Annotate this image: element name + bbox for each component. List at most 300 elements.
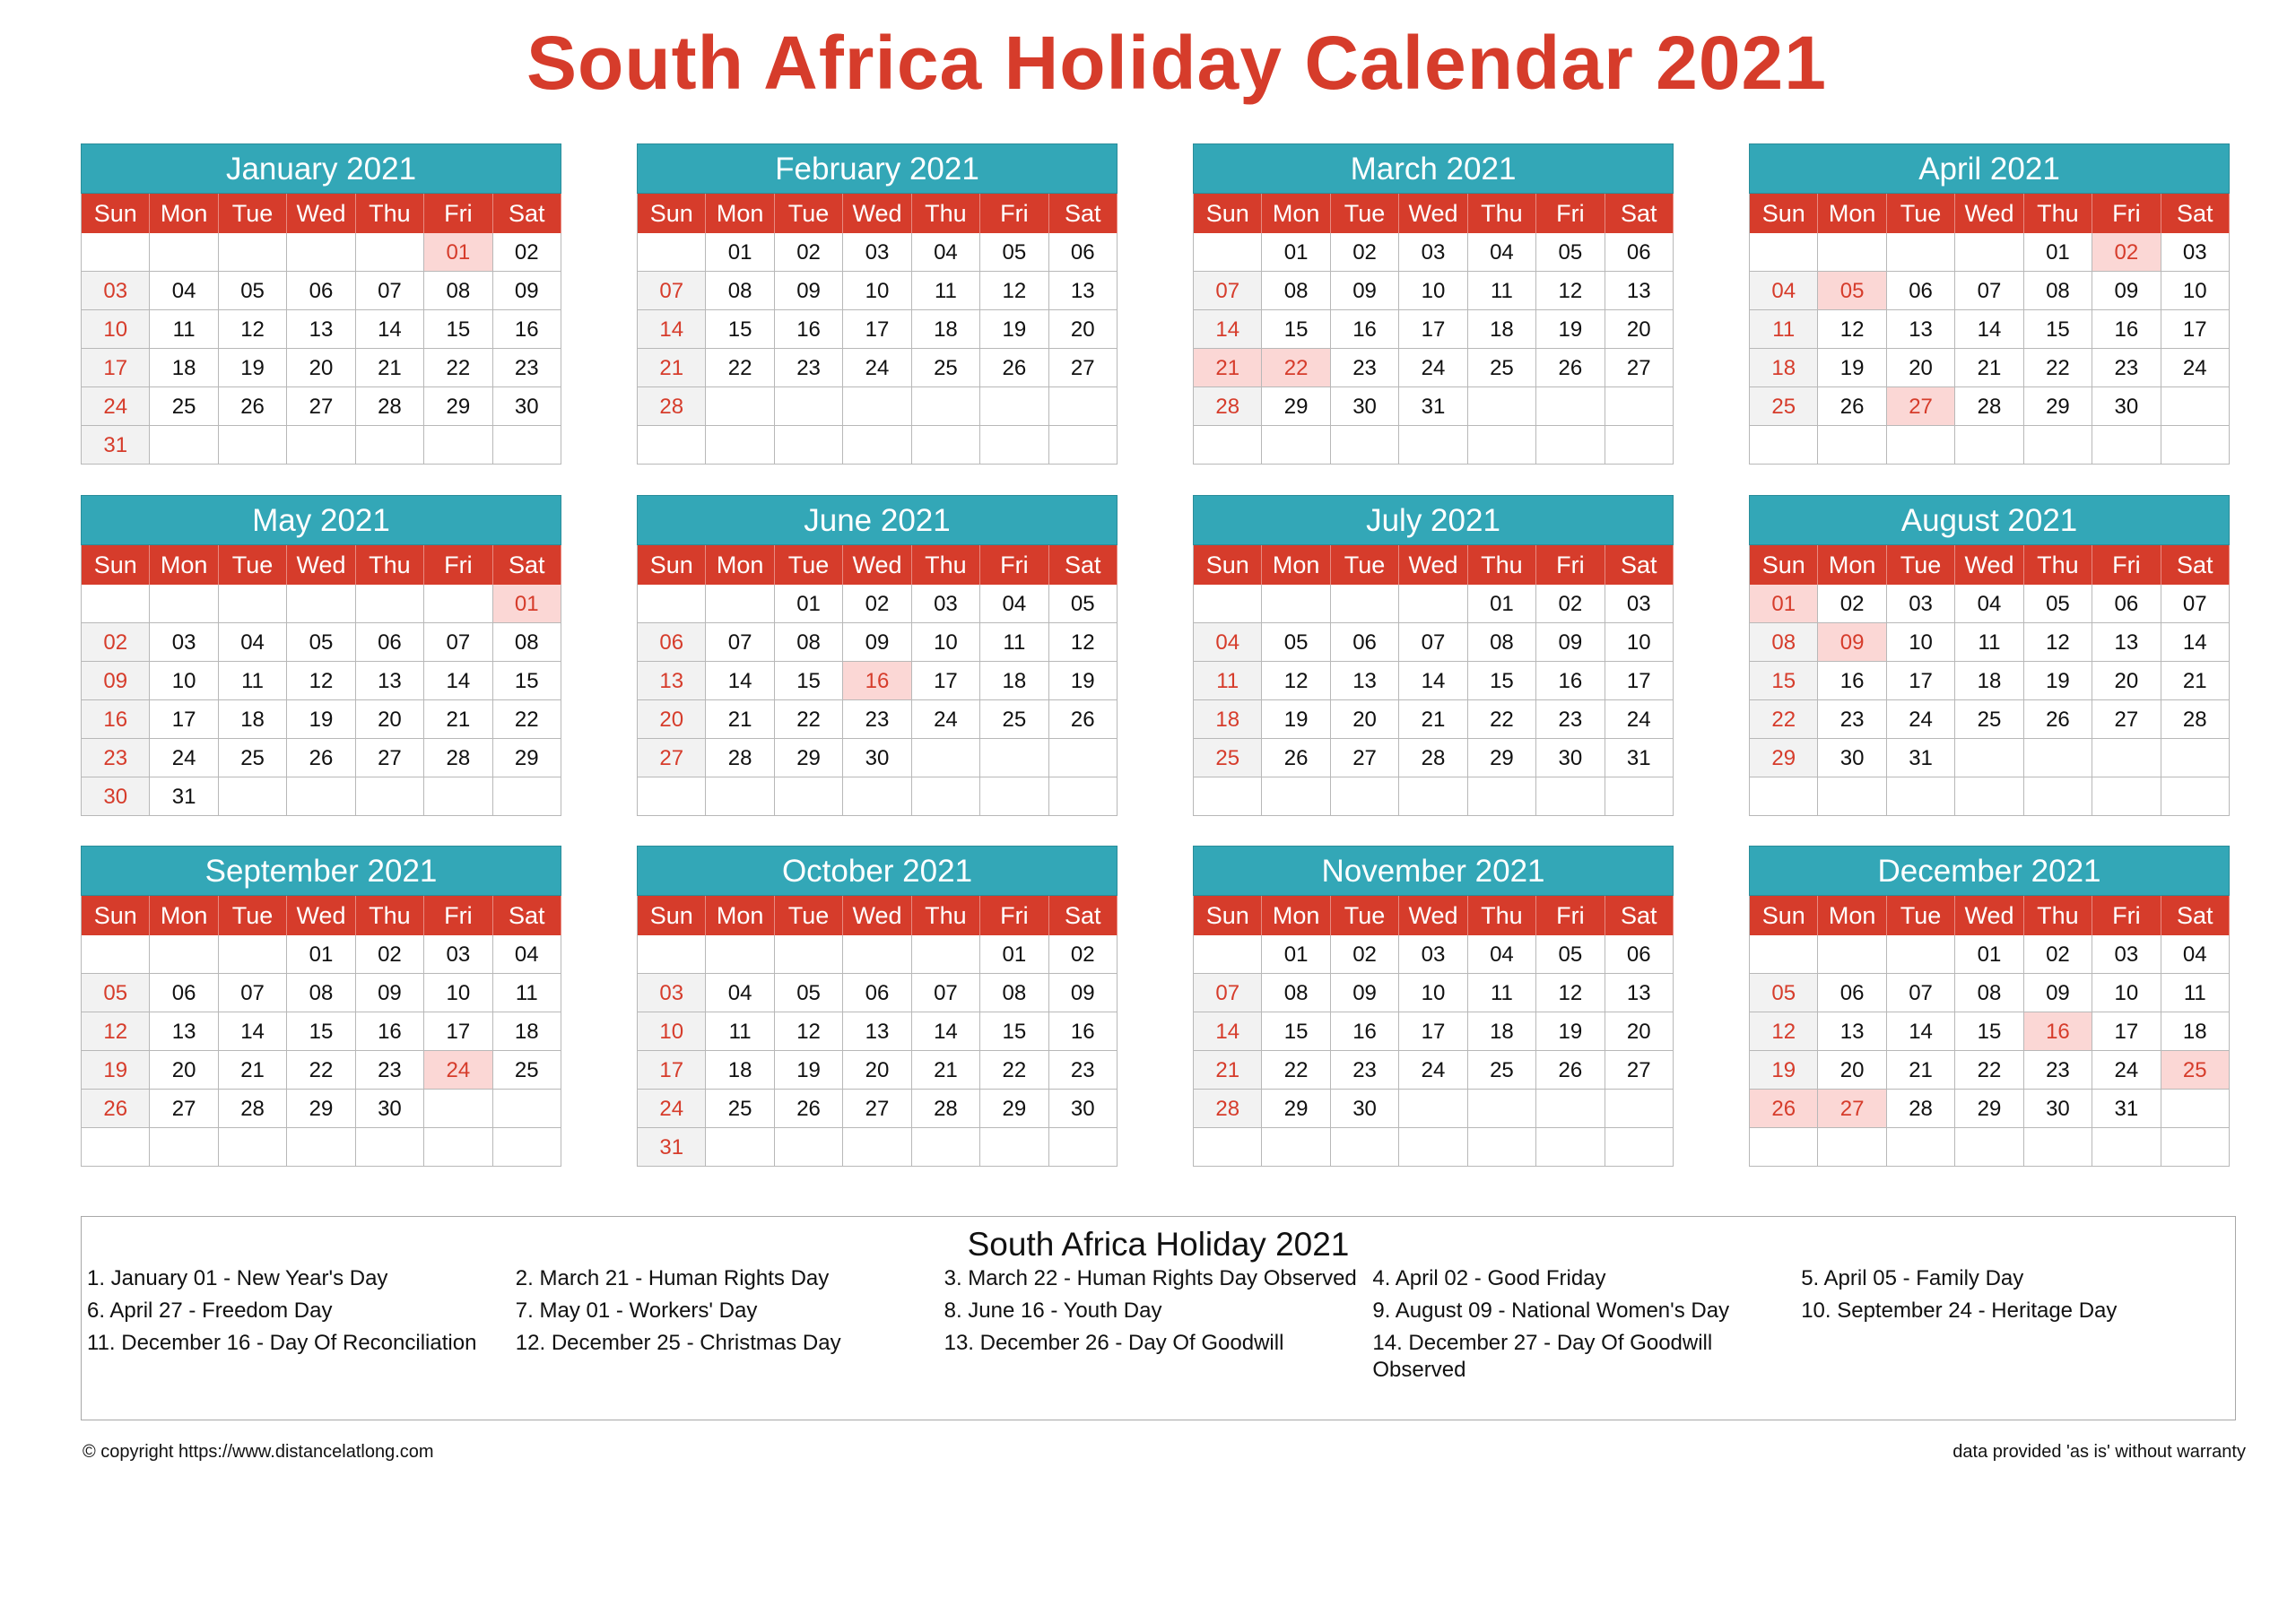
legend-item: 5. April 05 - Family Day — [1801, 1266, 2024, 1290]
empty-day-cell — [287, 585, 355, 623]
empty-day-cell — [2161, 739, 2230, 777]
day-cell: 19 — [1750, 1051, 1818, 1090]
weekday-header: Thu — [2024, 194, 2092, 233]
weekday-header: Wed — [1955, 896, 2023, 935]
day-cell: 14 — [706, 662, 774, 700]
weekday-header: Mon — [1262, 896, 1330, 935]
day-cell: 10 — [912, 623, 980, 662]
weekday-header: Thu — [912, 896, 980, 935]
day-cell: 22 — [980, 1051, 1048, 1090]
empty-day-cell — [912, 739, 980, 777]
day-cell: 18 — [493, 1012, 561, 1051]
empty-day-cell — [150, 426, 218, 465]
day-cell: 25 — [1194, 739, 1262, 777]
empty-day-cell — [1536, 777, 1605, 816]
empty-day-cell — [1049, 777, 1118, 816]
day-cell: 19 — [775, 1051, 843, 1090]
day-cell: 10 — [82, 310, 150, 349]
day-cell: 04 — [980, 585, 1048, 623]
day-cell: 18 — [912, 310, 980, 349]
holiday-day-cell: 16 — [843, 662, 911, 700]
month-calendar — [1749, 495, 2230, 816]
day-cell: 18 — [1750, 349, 1818, 387]
day-cell: 27 — [1049, 349, 1118, 387]
holiday-day-cell: 22 — [1262, 349, 1330, 387]
day-cell: 15 — [1262, 1012, 1330, 1051]
day-cell: 29 — [1262, 1090, 1330, 1128]
weekday-header: Thu — [356, 194, 424, 233]
empty-day-cell — [493, 426, 561, 465]
day-cell: 08 — [2024, 272, 2092, 310]
day-cell: 18 — [1955, 662, 2023, 700]
month-title: August 2021 — [1749, 495, 2230, 545]
day-cell: 29 — [2024, 387, 2092, 426]
holiday-day-cell: 26 — [1750, 1090, 1818, 1128]
day-cell: 04 — [1468, 233, 1536, 272]
day-cell: 07 — [219, 974, 287, 1012]
day-cell: 17 — [1399, 310, 1467, 349]
day-cell: 08 — [493, 623, 561, 662]
day-cell: 14 — [1399, 662, 1467, 700]
day-cell: 10 — [1399, 974, 1467, 1012]
holiday-legend — [81, 1216, 2236, 1420]
weekday-header: Fri — [2092, 545, 2161, 585]
day-cell: 29 — [424, 387, 492, 426]
empty-day-cell — [150, 233, 218, 272]
day-cell: 26 — [82, 1090, 150, 1128]
day-cell: 22 — [1468, 700, 1536, 739]
day-cell: 28 — [356, 387, 424, 426]
day-cell: 28 — [706, 739, 774, 777]
legend-item: 8. June 16 - Youth Day — [944, 1298, 1162, 1323]
day-cell: 31 — [1399, 387, 1467, 426]
empty-day-cell — [1049, 739, 1118, 777]
empty-day-cell — [1605, 1128, 1674, 1167]
day-cell: 16 — [82, 700, 150, 739]
day-cell: 21 — [424, 700, 492, 739]
day-cell: 07 — [1955, 272, 2023, 310]
day-cell: 20 — [1605, 1012, 1674, 1051]
day-cell: 31 — [150, 777, 218, 816]
empty-day-cell — [638, 585, 706, 623]
month-grid — [637, 545, 1118, 816]
weekday-header: Fri — [2092, 896, 2161, 935]
day-cell: 19 — [1536, 310, 1605, 349]
day-cell: 22 — [1750, 700, 1818, 739]
day-cell: 02 — [775, 233, 843, 272]
weekday-header: Sat — [493, 545, 561, 585]
day-cell: 02 — [493, 233, 561, 272]
day-cell: 07 — [424, 623, 492, 662]
weekday-header: Thu — [912, 194, 980, 233]
empty-day-cell — [1818, 1128, 1886, 1167]
day-cell: 10 — [2161, 272, 2230, 310]
weekday-header: Fri — [1536, 194, 1605, 233]
day-cell: 28 — [1955, 387, 2023, 426]
weekday-header: Sun — [638, 896, 706, 935]
day-cell: 05 — [219, 272, 287, 310]
month-grid — [81, 194, 561, 465]
weekday-header: Wed — [1399, 545, 1467, 585]
day-cell: 25 — [1955, 700, 2023, 739]
day-cell: 30 — [356, 1090, 424, 1128]
month-calendar — [1749, 846, 2230, 1167]
day-cell: 26 — [1818, 387, 1886, 426]
day-cell: 24 — [1887, 700, 1955, 739]
empty-day-cell — [2092, 426, 2161, 465]
empty-day-cell — [356, 426, 424, 465]
empty-day-cell — [1049, 426, 1118, 465]
weekday-header: Tue — [219, 896, 287, 935]
day-cell: 28 — [1194, 1090, 1262, 1128]
weekday-header: Sat — [493, 194, 561, 233]
day-cell: 09 — [1331, 272, 1399, 310]
day-cell: 14 — [2161, 623, 2230, 662]
weekday-header: Mon — [1262, 194, 1330, 233]
empty-day-cell — [82, 1128, 150, 1167]
day-cell: 14 — [424, 662, 492, 700]
empty-day-cell — [1750, 777, 1818, 816]
empty-day-cell — [706, 935, 774, 974]
empty-day-cell — [356, 585, 424, 623]
day-cell: 25 — [1750, 387, 1818, 426]
day-cell: 02 — [1818, 585, 1886, 623]
empty-day-cell — [219, 1128, 287, 1167]
weekday-header: Mon — [1262, 545, 1330, 585]
day-cell: 13 — [1049, 272, 1118, 310]
day-cell: 05 — [1049, 585, 1118, 623]
day-cell: 23 — [493, 349, 561, 387]
empty-day-cell — [706, 777, 774, 816]
empty-day-cell — [493, 777, 561, 816]
empty-day-cell — [843, 935, 911, 974]
weekday-header: Tue — [775, 896, 843, 935]
empty-day-cell — [287, 777, 355, 816]
day-cell: 11 — [912, 272, 980, 310]
day-cell: 20 — [1049, 310, 1118, 349]
weekday-header: Sat — [2161, 896, 2230, 935]
day-cell: 10 — [424, 974, 492, 1012]
page-title: South Africa Holiday Calendar 2021 — [526, 21, 1827, 105]
day-cell: 20 — [2092, 662, 2161, 700]
day-cell: 18 — [980, 662, 1048, 700]
day-cell: 08 — [1468, 623, 1536, 662]
weekday-header: Tue — [1887, 194, 1955, 233]
day-cell: 16 — [1536, 662, 1605, 700]
day-cell: 09 — [1536, 623, 1605, 662]
day-cell: 11 — [219, 662, 287, 700]
day-cell: 04 — [1468, 935, 1536, 974]
day-cell: 27 — [1331, 739, 1399, 777]
empty-day-cell — [912, 935, 980, 974]
day-cell: 19 — [980, 310, 1048, 349]
day-cell: 04 — [1955, 585, 2023, 623]
month-title: March 2021 — [1193, 143, 1674, 194]
empty-day-cell — [1331, 1128, 1399, 1167]
day-cell: 01 — [287, 935, 355, 974]
weekday-header: Mon — [150, 545, 218, 585]
empty-day-cell — [1605, 426, 1674, 465]
day-cell: 29 — [287, 1090, 355, 1128]
day-cell: 27 — [2092, 700, 2161, 739]
day-cell: 08 — [980, 974, 1048, 1012]
day-cell: 04 — [219, 623, 287, 662]
day-cell: 03 — [1605, 585, 1674, 623]
empty-day-cell — [1262, 585, 1330, 623]
empty-day-cell — [150, 935, 218, 974]
empty-day-cell — [1818, 777, 1886, 816]
day-cell: 28 — [424, 739, 492, 777]
day-cell: 01 — [775, 585, 843, 623]
day-cell: 16 — [1818, 662, 1886, 700]
empty-day-cell — [638, 233, 706, 272]
day-cell: 20 — [150, 1051, 218, 1090]
weekday-header: Mon — [1818, 896, 1886, 935]
day-cell: 24 — [638, 1090, 706, 1128]
legend-item: 11. December 16 - Day Of Reconciliation — [87, 1331, 477, 1355]
empty-day-cell — [1750, 935, 1818, 974]
weekday-header: Wed — [1955, 194, 2023, 233]
legend-item: 1. January 01 - New Year's Day — [87, 1266, 388, 1290]
day-cell: 06 — [1887, 272, 1955, 310]
weekday-header: Tue — [1331, 194, 1399, 233]
month-calendar — [81, 143, 561, 465]
day-cell: 01 — [1955, 935, 2023, 974]
weekday-header: Sun — [82, 545, 150, 585]
day-cell: 24 — [1605, 700, 1674, 739]
day-cell: 31 — [2092, 1090, 2161, 1128]
month-calendar — [637, 846, 1118, 1167]
day-cell: 05 — [1536, 233, 1605, 272]
weekday-header: Thu — [2024, 545, 2092, 585]
month-calendar — [1193, 495, 1674, 816]
day-cell: 22 — [1955, 1051, 2023, 1090]
day-cell: 24 — [82, 387, 150, 426]
day-cell: 02 — [1331, 233, 1399, 272]
weekday-header: Fri — [2092, 194, 2161, 233]
day-cell: 05 — [775, 974, 843, 1012]
day-cell: 11 — [2161, 974, 2230, 1012]
legend-item: 12. December 25 - Christmas Day — [515, 1331, 841, 1355]
day-cell: 07 — [1399, 623, 1467, 662]
day-cell: 04 — [912, 233, 980, 272]
empty-day-cell — [843, 777, 911, 816]
day-cell: 17 — [912, 662, 980, 700]
day-cell: 17 — [1605, 662, 1674, 700]
day-cell: 26 — [1536, 1051, 1605, 1090]
day-cell: 27 — [1605, 349, 1674, 387]
day-cell: 13 — [1818, 1012, 1886, 1051]
legend-item: 9. August 09 - National Women's Day — [1372, 1298, 1730, 1323]
weekday-header: Fri — [1536, 896, 1605, 935]
day-cell: 25 — [1468, 1051, 1536, 1090]
weekday-header: Tue — [775, 545, 843, 585]
weekday-header: Fri — [1536, 545, 1605, 585]
day-cell: 26 — [287, 739, 355, 777]
day-cell: 17 — [638, 1051, 706, 1090]
weekday-header: Tue — [775, 194, 843, 233]
day-cell: 05 — [82, 974, 150, 1012]
weekday-header: Wed — [843, 545, 911, 585]
empty-day-cell — [356, 777, 424, 816]
holiday-day-cell: 16 — [2024, 1012, 2092, 1051]
day-cell: 29 — [1750, 739, 1818, 777]
weekday-header: Fri — [424, 896, 492, 935]
weekday-header: Thu — [1468, 545, 1536, 585]
empty-day-cell — [843, 1128, 911, 1167]
holiday-day-cell: 27 — [1887, 387, 1955, 426]
weekday-header: Sun — [1194, 545, 1262, 585]
day-cell: 27 — [287, 387, 355, 426]
empty-day-cell — [1818, 426, 1886, 465]
day-cell: 05 — [1536, 935, 1605, 974]
month-grid — [81, 545, 561, 816]
day-cell: 30 — [1536, 739, 1605, 777]
empty-day-cell — [1750, 233, 1818, 272]
day-cell: 02 — [843, 585, 911, 623]
empty-day-cell — [2092, 739, 2161, 777]
empty-day-cell — [1194, 935, 1262, 974]
day-cell: 13 — [356, 662, 424, 700]
month-grid — [1749, 896, 2230, 1167]
day-cell: 07 — [638, 272, 706, 310]
day-cell: 30 — [2024, 1090, 2092, 1128]
empty-day-cell — [1399, 1090, 1467, 1128]
day-cell: 15 — [980, 1012, 1048, 1051]
empty-day-cell — [980, 426, 1048, 465]
day-cell: 15 — [493, 662, 561, 700]
day-cell: 21 — [1194, 1051, 1262, 1090]
day-cell: 21 — [706, 700, 774, 739]
day-cell: 11 — [150, 310, 218, 349]
day-cell: 10 — [843, 272, 911, 310]
weekday-header: Sun — [82, 194, 150, 233]
day-cell: 23 — [2024, 1051, 2092, 1090]
day-cell: 05 — [287, 623, 355, 662]
month-title: February 2021 — [637, 143, 1118, 194]
day-cell: 19 — [1262, 700, 1330, 739]
day-cell: 16 — [1331, 310, 1399, 349]
month-title: September 2021 — [81, 846, 561, 896]
empty-day-cell — [1049, 387, 1118, 426]
month-grid — [1749, 545, 2230, 816]
day-cell: 08 — [1262, 272, 1330, 310]
disclaimer-text: data provided 'as is' without warranty — [1952, 1442, 2246, 1462]
day-cell: 27 — [843, 1090, 911, 1128]
day-cell: 01 — [1262, 233, 1330, 272]
day-cell: 06 — [1331, 623, 1399, 662]
empty-day-cell — [1262, 426, 1330, 465]
weekday-header: Mon — [1818, 545, 1886, 585]
day-cell: 21 — [912, 1051, 980, 1090]
day-cell: 13 — [1605, 974, 1674, 1012]
empty-day-cell — [638, 935, 706, 974]
day-cell: 09 — [2024, 974, 2092, 1012]
weekday-header: Sun — [82, 896, 150, 935]
month-calendar — [637, 143, 1118, 465]
day-cell: 30 — [1331, 1090, 1399, 1128]
day-cell: 06 — [1605, 935, 1674, 974]
day-cell: 09 — [493, 272, 561, 310]
weekday-header: Mon — [706, 896, 774, 935]
empty-day-cell — [219, 585, 287, 623]
day-cell: 12 — [219, 310, 287, 349]
empty-day-cell — [493, 1128, 561, 1167]
day-cell: 05 — [1750, 974, 1818, 1012]
empty-day-cell — [912, 777, 980, 816]
day-cell: 03 — [1399, 935, 1467, 974]
day-cell: 06 — [356, 623, 424, 662]
empty-day-cell — [219, 426, 287, 465]
day-cell: 14 — [356, 310, 424, 349]
empty-day-cell — [2161, 1128, 2230, 1167]
day-cell: 04 — [2161, 935, 2230, 974]
day-cell: 17 — [82, 349, 150, 387]
day-cell: 10 — [1399, 272, 1467, 310]
day-cell: 26 — [219, 387, 287, 426]
day-cell: 02 — [1536, 585, 1605, 623]
legend-item: 6. April 27 - Freedom Day — [87, 1298, 333, 1323]
weekday-header: Tue — [1887, 896, 1955, 935]
empty-day-cell — [287, 426, 355, 465]
legend-item: 10. September 24 - Heritage Day — [1801, 1298, 2118, 1323]
empty-day-cell — [1955, 777, 2023, 816]
day-cell: 19 — [1536, 1012, 1605, 1051]
day-cell: 13 — [638, 662, 706, 700]
empty-day-cell — [2161, 1090, 2230, 1128]
day-cell: 27 — [356, 739, 424, 777]
day-cell: 19 — [2024, 662, 2092, 700]
day-cell: 13 — [287, 310, 355, 349]
weekday-header: Thu — [912, 545, 980, 585]
day-cell: 08 — [287, 974, 355, 1012]
day-cell: 14 — [1194, 310, 1262, 349]
day-cell: 12 — [1049, 623, 1118, 662]
day-cell: 23 — [1331, 349, 1399, 387]
day-cell: 02 — [356, 935, 424, 974]
empty-day-cell — [1049, 1128, 1118, 1167]
day-cell: 15 — [287, 1012, 355, 1051]
empty-day-cell — [1887, 426, 1955, 465]
day-cell: 13 — [1887, 310, 1955, 349]
day-cell: 04 — [493, 935, 561, 974]
empty-day-cell — [775, 426, 843, 465]
day-cell: 28 — [1887, 1090, 1955, 1128]
day-cell: 20 — [1887, 349, 1955, 387]
empty-day-cell — [287, 233, 355, 272]
weekday-header: Wed — [1399, 896, 1467, 935]
empty-day-cell — [980, 1128, 1048, 1167]
weekday-header: Thu — [356, 545, 424, 585]
weekday-header: Fri — [980, 194, 1048, 233]
month-calendar — [81, 846, 561, 1167]
month-title: January 2021 — [81, 143, 561, 194]
day-cell: 25 — [493, 1051, 561, 1090]
holiday-day-cell: 21 — [1194, 349, 1262, 387]
day-cell: 27 — [150, 1090, 218, 1128]
weekday-header: Wed — [287, 896, 355, 935]
weekday-header: Wed — [843, 194, 911, 233]
empty-day-cell — [1194, 585, 1262, 623]
month-grid — [1193, 896, 1674, 1167]
day-cell: 12 — [287, 662, 355, 700]
day-cell: 07 — [356, 272, 424, 310]
month-grid — [81, 896, 561, 1167]
weekday-header: Sat — [1605, 896, 1674, 935]
day-cell: 29 — [1262, 387, 1330, 426]
empty-day-cell — [2024, 739, 2092, 777]
day-cell: 14 — [1194, 1012, 1262, 1051]
